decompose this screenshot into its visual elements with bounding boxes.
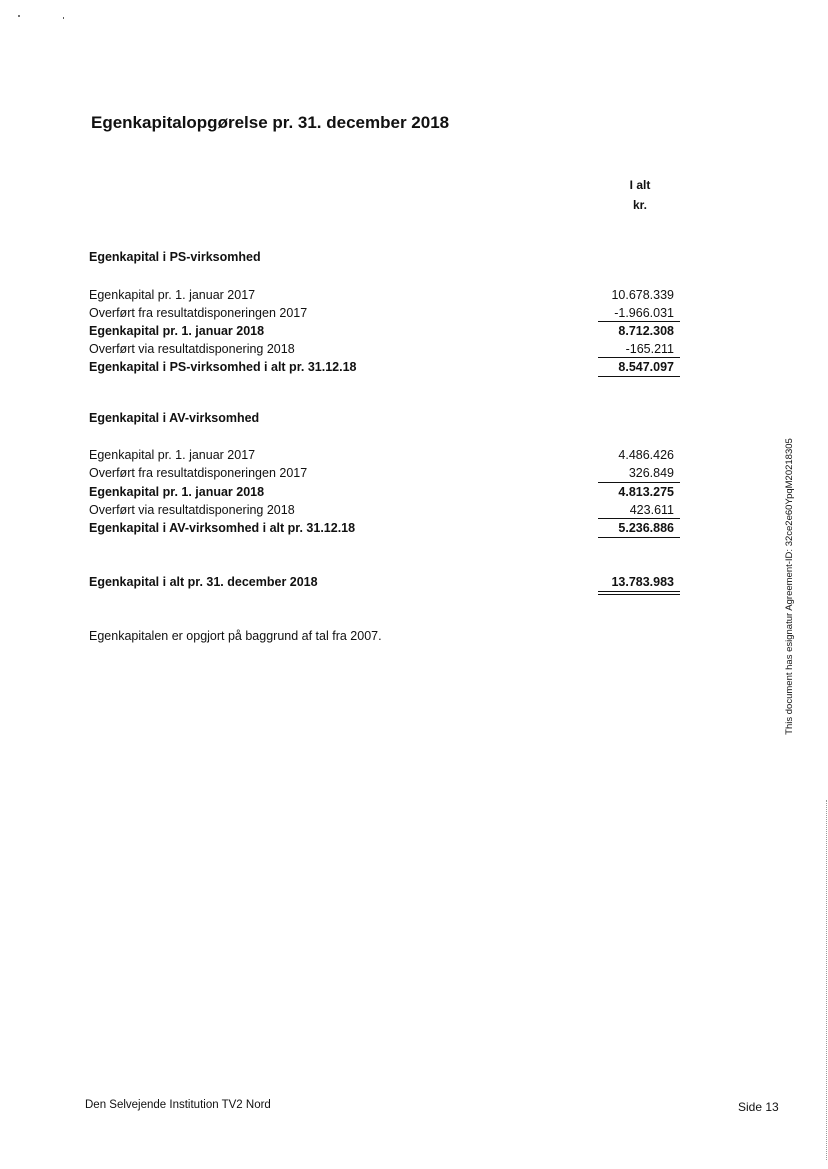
row-label: Egenkapital pr. 1. januar 2017 xyxy=(89,448,256,462)
note-text: Egenkapitalen er opgjort på baggrund af tal fra 2007. xyxy=(89,629,382,643)
table-row xyxy=(89,464,680,482)
row-value: 8.547.097 xyxy=(618,360,674,374)
table-row xyxy=(89,304,680,322)
row-value: 10.678.339 xyxy=(611,288,674,302)
total-rule xyxy=(598,376,680,377)
esignature-stamp xyxy=(783,437,795,735)
row-label: Egenkapital i PS-virksomhed i alt pr. 31.12.18 xyxy=(89,360,357,374)
row-value: 423.611 xyxy=(629,503,674,517)
table-row xyxy=(89,358,680,376)
row-label: Overført via resultatdisponering 2018 xyxy=(89,342,295,356)
grand-total-label: Egenkapital i alt pr. 31. december 2018 xyxy=(89,575,318,589)
column-header-total: I alt xyxy=(629,178,651,192)
row-label: Egenkapital pr. 1. januar 2017 xyxy=(89,288,256,302)
total-rule xyxy=(598,537,680,538)
table-row xyxy=(89,483,680,501)
esignature-stamp-text: This document has esignatur Agreement-ID: 32ce2e60YpqM20218305 xyxy=(783,437,795,735)
page-title: Egenkapitalopgørelse pr. 31. december 2018 xyxy=(91,113,450,132)
row-label: Overført via resultatdisponering 2018 xyxy=(89,503,295,517)
row-value: -165.211 xyxy=(625,342,674,356)
row-value: 326.849 xyxy=(628,466,674,480)
table-row xyxy=(89,340,680,358)
column-header-currency: kr. xyxy=(632,198,647,212)
grand-total-row xyxy=(89,573,680,591)
table-row xyxy=(89,501,680,519)
table-row xyxy=(89,446,680,464)
row-label: Overført fra resultatdisponeringen 2017 xyxy=(89,306,308,320)
row-value: 4.813.275 xyxy=(618,485,674,499)
grand-total-value: 13.783.983 xyxy=(611,575,674,589)
grand-total-double-rule xyxy=(598,591,680,595)
ps-section-title: Egenkapital i PS-virksomhed xyxy=(89,250,261,264)
table-row xyxy=(89,322,680,340)
scan-speck xyxy=(63,17,64,19)
scan-speck xyxy=(18,15,20,17)
row-value: -1.966.031 xyxy=(614,306,674,320)
av-section-title: Egenkapital i AV-virksomhed xyxy=(89,411,260,425)
footer-organization: Den Selvejende Institution TV2 Nord xyxy=(85,1099,271,1111)
row-value: 8.712.308 xyxy=(618,324,674,338)
table-row xyxy=(89,519,680,537)
row-label: Egenkapital pr. 1. januar 2018 xyxy=(89,485,265,499)
row-label: Overført fra resultatdisponeringen 2017 xyxy=(89,466,308,480)
footer-page-number: Side 13 xyxy=(738,1100,779,1114)
row-value: 5.236.886 xyxy=(618,521,674,535)
row-label: Egenkapital i AV-virksomhed i alt pr. 31.12.18 xyxy=(89,521,356,535)
row-label: Egenkapital pr. 1. januar 2018 xyxy=(89,324,265,338)
table-row xyxy=(89,286,680,304)
row-value: 4.486.426 xyxy=(618,448,674,462)
